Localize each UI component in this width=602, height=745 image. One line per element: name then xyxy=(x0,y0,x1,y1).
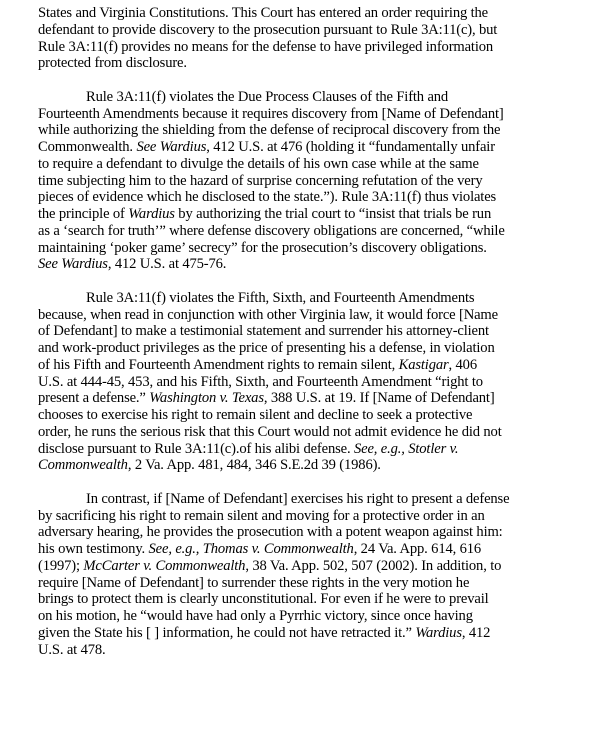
text-run: Commonwealth. xyxy=(38,139,137,155)
citation-italic: McCarter v. Commonwealth xyxy=(83,557,246,574)
text-run: as a ‘search for truth’” where defense discovery obligations are concerned, “while xyxy=(38,222,505,239)
citation-italic: Kastigar xyxy=(398,356,449,373)
text-line xyxy=(38,55,598,72)
citation-italic: Wardius xyxy=(415,624,462,641)
paragraph xyxy=(38,89,598,273)
paragraph xyxy=(38,290,598,474)
text-run: his own testimony. xyxy=(38,541,149,557)
text-run: Fourteenth Amendments because it requires discovery from [Name of Defendant] xyxy=(38,105,504,122)
paragraph xyxy=(38,5,598,72)
text-run: by sacrificing his right to remain silent and moving for a protective order in an xyxy=(38,507,485,524)
citation-italic: Wardius xyxy=(128,206,175,222)
text-line xyxy=(38,407,598,424)
text-line xyxy=(38,357,598,374)
text-run: In contrast, if [Name of Defendant] exercises his right to present a defense xyxy=(86,490,510,507)
text-run: , 2 Va. App. 481, 484, 346 S.E.2d 39 (1986). xyxy=(127,457,381,474)
text-run: defendant to provide discovery to the prosecution pursuant to Rule 3A:11(c), but xyxy=(38,21,498,38)
text-run: to require a defendant to divulge the details of his own case while at the same xyxy=(38,155,479,172)
text-line xyxy=(38,642,598,659)
citation-italic: Washington v. Texas xyxy=(149,390,264,407)
text-run: , 24 Va. App. 614, 616 xyxy=(353,541,482,557)
text-run: require [Name of Defendant] to surrender these rights in the very motion he xyxy=(38,574,470,591)
text-run: States and Virginia Constitutions. This Court has entered an order requiring the xyxy=(38,5,488,21)
text-run: protected from disclosure. xyxy=(38,55,187,72)
text-run: order, he runs the serious risk that this Court would not admit evidence he did not xyxy=(38,423,502,440)
text-line xyxy=(38,625,598,642)
citation-italic: Commonwealth xyxy=(38,457,128,474)
text-run: because, when read in conjunction with other Virginia law, it would force [Name xyxy=(38,306,498,323)
text-run: Rule 3A:11(f) violates the Fifth, Sixth, and Fourteenth Amendments xyxy=(86,289,475,306)
citation-italic: See, e.g., Thomas v. Commonwealth xyxy=(148,541,354,557)
text-line xyxy=(38,424,598,441)
text-run: of Defendant] to make a testimonial statement and surrender his attorney-client xyxy=(38,323,489,340)
text-line xyxy=(38,89,598,106)
paragraph-gap xyxy=(38,72,598,89)
paragraph xyxy=(38,491,598,659)
text-run: present a defense.” xyxy=(38,390,150,407)
text-run: (1997); xyxy=(38,557,84,574)
text-line xyxy=(38,206,598,223)
text-line xyxy=(38,457,598,474)
text-line xyxy=(38,39,598,56)
text-run: and work-product privileges as the price of presenting his a defense, in violation xyxy=(38,340,495,356)
text-run: while authorizing the shielding from the defense of reciprocal discovery from the xyxy=(38,122,501,139)
text-line xyxy=(38,173,598,190)
text-line xyxy=(38,441,598,458)
text-line xyxy=(38,374,598,391)
text-run: , 412 U.S. at 476 (holding it “fundamentally unfair xyxy=(206,139,495,155)
text-line xyxy=(38,541,598,558)
text-run: maintaining ‘poker game’ secrecy” for the prosecution’s discovery obligations. xyxy=(38,239,487,256)
text-run: Rule 3A:11(f) violates the Due Process Clauses of the Fifth and xyxy=(86,88,449,105)
text-line xyxy=(38,240,598,257)
text-line xyxy=(38,122,598,139)
text-line xyxy=(38,106,598,123)
text-run: adversary hearing, he provides the prosecution with a potent weapon against him: xyxy=(38,524,503,541)
text-run: , 406 xyxy=(448,356,477,373)
text-line xyxy=(38,340,598,357)
document-page xyxy=(38,5,598,658)
text-line xyxy=(38,591,598,608)
text-line xyxy=(38,256,598,273)
text-line xyxy=(38,558,598,575)
text-run: , 412 xyxy=(461,624,491,641)
text-line xyxy=(38,608,598,625)
text-line xyxy=(38,390,598,407)
text-line xyxy=(38,189,598,206)
text-run: U.S. at 478. xyxy=(38,641,106,658)
text-run: time subjecting him to the hazard of surprise concerning refutation of the very xyxy=(38,172,483,189)
paragraph-gap xyxy=(38,474,598,491)
citation-italic: See Wardius xyxy=(136,139,207,155)
text-line xyxy=(38,290,598,307)
text-line xyxy=(38,508,598,525)
paragraph-gap xyxy=(38,273,598,290)
text-line xyxy=(38,491,598,508)
text-run: chooses to exercise his right to remain silent and decline to seek a protective xyxy=(38,407,473,423)
text-line xyxy=(38,139,598,156)
text-line xyxy=(38,575,598,592)
text-run: of his Fifth and Fourteenth Amendment rights to remain silent, xyxy=(38,356,399,373)
text-line xyxy=(38,22,598,39)
text-run: by authorizing the trial court to “insist that trials be run xyxy=(174,206,492,222)
text-run: the principle of xyxy=(38,206,129,222)
text-line xyxy=(38,524,598,541)
text-run: Rule 3A:11(f) provides no means for the defense to have privileged information xyxy=(38,38,494,55)
text-run: , 38 Va. App. 502, 507 (2002). In addition, to xyxy=(245,557,502,574)
text-line xyxy=(38,323,598,340)
text-run: , 412 U.S. at 475-76. xyxy=(107,256,227,273)
citation-italic: See Wardius xyxy=(38,256,108,273)
citation-italic: See, e.g., Stotler v. xyxy=(353,440,459,457)
text-run: brings to protect them is clearly unconstitutional. For even if he were to prevail xyxy=(38,591,489,608)
text-run: U.S. at 444-45, 453, and his Fifth, Sixth, and Fourteenth Amendment “right to xyxy=(38,373,483,390)
text-run: , 388 U.S. at 19. If [Name of Defendant] xyxy=(263,390,495,407)
text-line xyxy=(38,156,598,173)
text-line xyxy=(38,5,598,22)
text-line xyxy=(38,223,598,240)
text-line xyxy=(38,307,598,324)
text-run: disclose pursuant to Rule 3A:11(c).of his alibi defense. xyxy=(38,440,354,457)
text-run: on his motion, he “would have had only a Pyrrhic victory, since once having xyxy=(38,608,473,624)
text-run: pieces of evidence which he disclosed to the state.”). Rule 3A:11(f) thus violates xyxy=(38,189,497,206)
text-run: given the State his [ ] information, he could not have retracted it.” xyxy=(38,624,416,641)
